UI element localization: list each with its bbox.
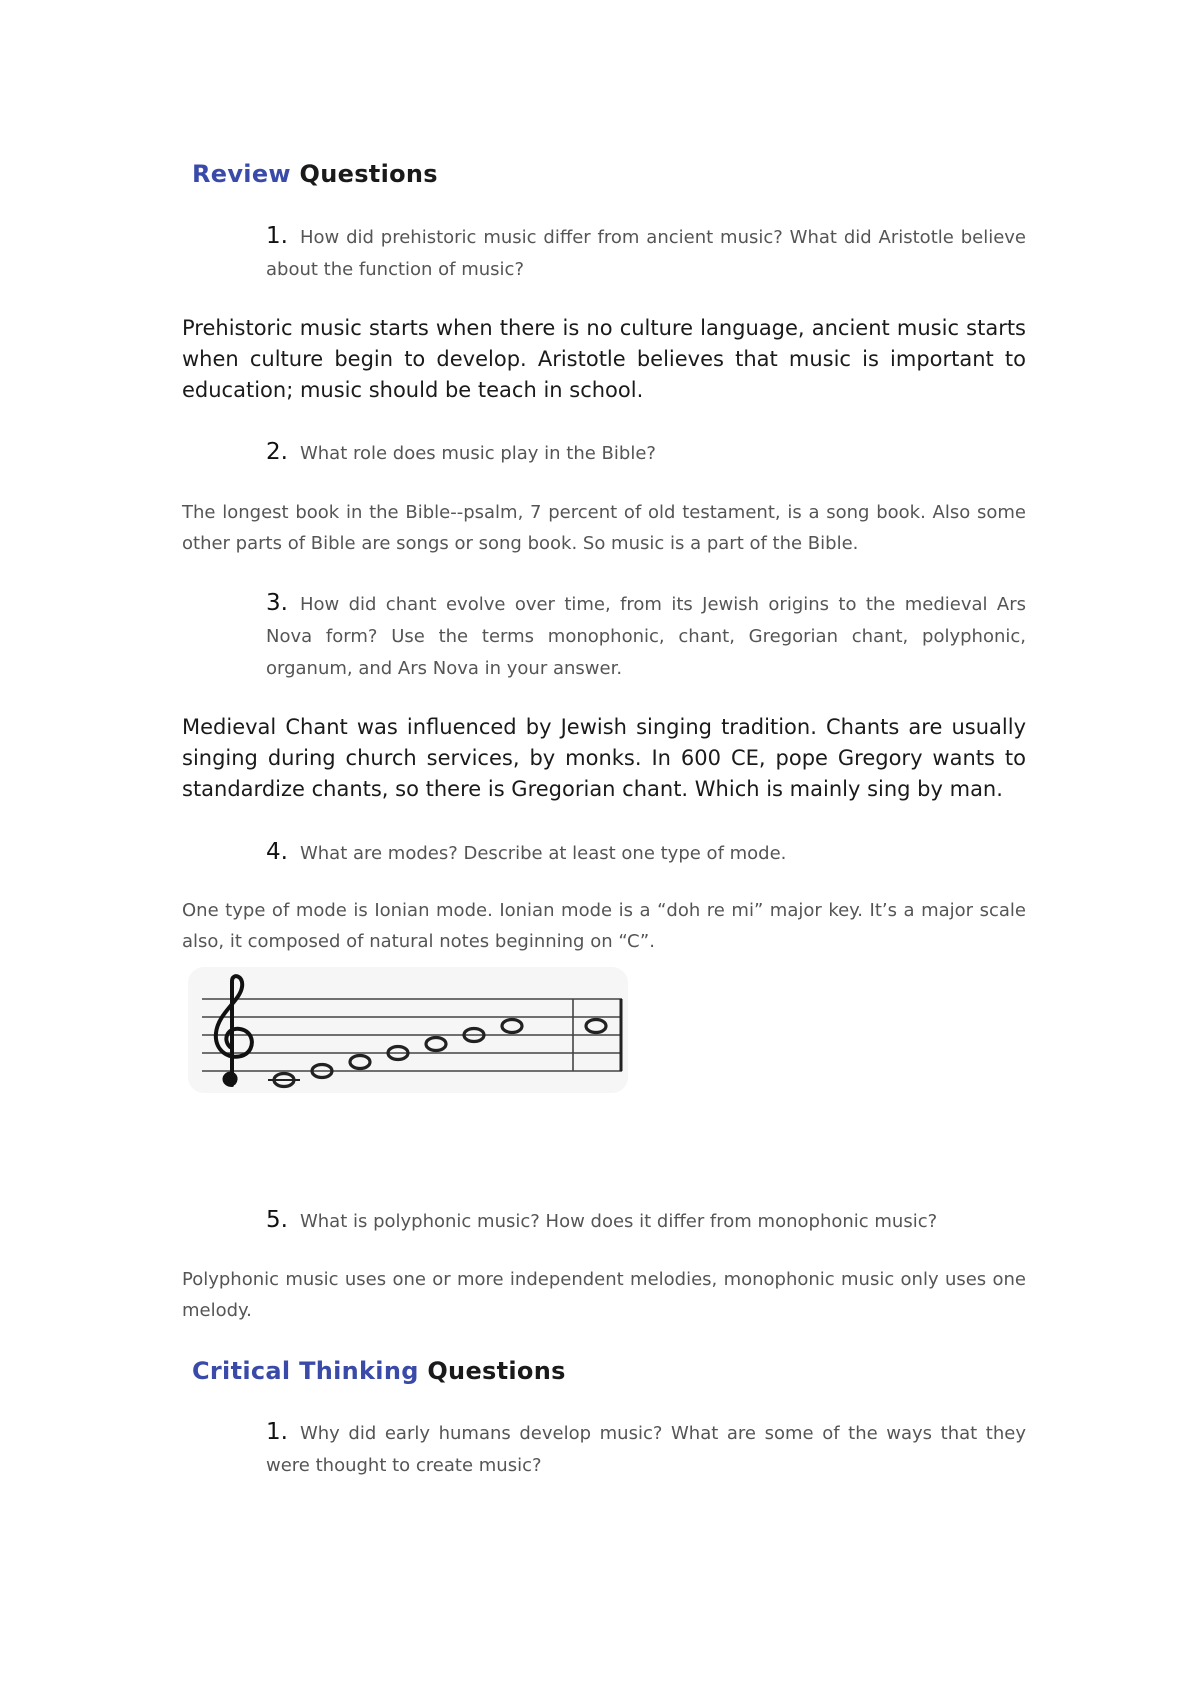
critical-question-1	[266, 1416, 1026, 1482]
question-number: 5.	[266, 1207, 288, 1233]
question-text: What are modes? Describe at least one type of mode.	[299, 843, 787, 864]
question-text: How did prehistoric music differ from ancient music? What did Aristotle believe about the function of music?	[266, 227, 1026, 280]
note-c-octave	[586, 1020, 606, 1033]
heading-rest: Questions	[427, 1357, 566, 1385]
review-answer-4: One type of mode is Ionian mode. Ionian mode is a “doh re mi” major key. It’s a major scale also, it composed of natural notes beginning on “C”.	[182, 900, 1026, 952]
note-b	[502, 1020, 522, 1033]
question-text: What role does music play in the Bible?	[299, 443, 656, 464]
staff-lines	[202, 999, 622, 1071]
staff-svg	[188, 967, 628, 1093]
question-text: What is polyphonic music? How does it differ from monophonic music?	[299, 1211, 938, 1232]
review-questions-heading	[192, 160, 438, 188]
question-number: 2.	[266, 439, 288, 465]
c-major-scale-image	[188, 967, 628, 1093]
question-number: 4.	[266, 839, 288, 865]
review-question-4	[266, 836, 1026, 870]
review-question-1	[266, 220, 1026, 286]
critical-thinking-heading	[192, 1357, 566, 1385]
review-question-3	[266, 587, 1026, 685]
heading-accent: Critical Thinking	[192, 1357, 419, 1385]
question-text: Why did early humans develop music? What are some of the ways that they were thought to create music?	[266, 1423, 1026, 1476]
review-answer-2: The longest book in the Bible--psalm, 7 percent of old testament, is a song book. Also some other parts of Bible are songs or song book. So music is a part of the Bible.	[182, 502, 1026, 554]
review-question-2	[266, 436, 1026, 470]
review-answer-5: Polyphonic music uses one or more independent melodies, monophonic music only uses one melody.	[182, 1269, 1026, 1321]
review-answer-1: Prehistoric music starts when there is no culture language, ancient music starts when culture begin to develop. Aristotle believes that music is important to education; music should be teach in school.	[182, 316, 1026, 402]
review-question-5	[266, 1204, 1026, 1238]
note-e	[350, 1056, 370, 1069]
note-g	[426, 1038, 446, 1051]
question-number: 3.	[266, 590, 288, 616]
heading-accent: Review	[192, 160, 291, 188]
heading-rest: Questions	[299, 160, 438, 188]
review-answer-3: Medieval Chant was influenced by Jewish singing tradition. Chants are usually singing during church services, by monks. In 600 CE, pope Gregory wants to standardize chants, so there is Gregorian chant. Which is mainly sing by man.	[182, 715, 1026, 801]
treble-clef-icon	[216, 976, 252, 1085]
question-text: How did chant evolve over time, from its Jewish origins to the medieval Ars Nova form? Use the terms monophonic, chant, Gregorian chant, polyphonic, organum, and Ars Nova in your answer.	[266, 594, 1026, 679]
clef-tail-dot	[223, 1074, 233, 1084]
question-number: 1.	[266, 1419, 288, 1445]
question-number: 1.	[266, 223, 288, 249]
